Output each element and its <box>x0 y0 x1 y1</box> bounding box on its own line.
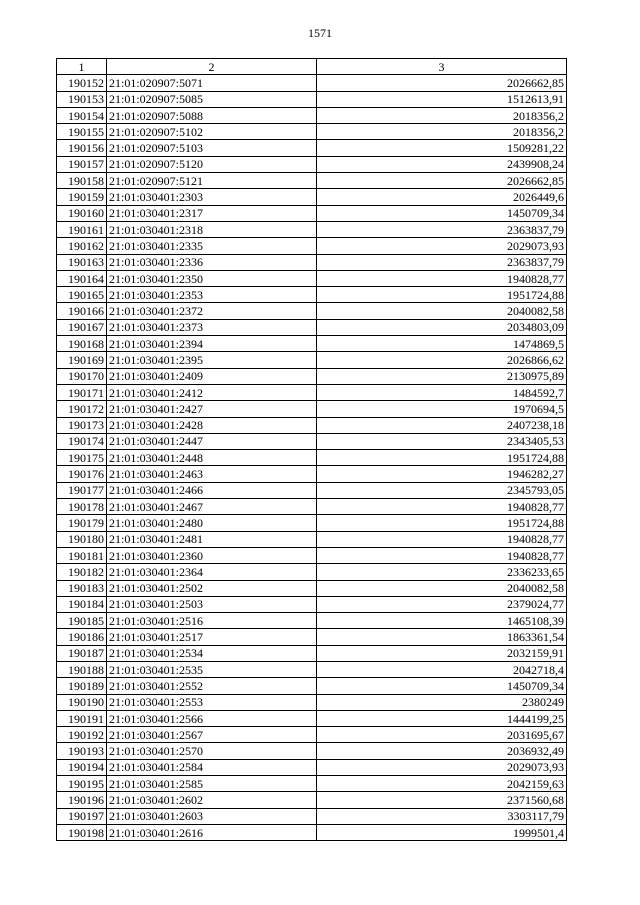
cadastral-value-cell: 2026662,85 <box>317 75 567 91</box>
table-row <box>57 743 567 759</box>
page-number: 1571 <box>308 26 332 40</box>
cadastral-value-cell: 2031695,67 <box>317 727 567 743</box>
cadastral-value-cell: 2130975,89 <box>317 368 567 384</box>
cadastral-value-cell: 2032159,91 <box>317 645 567 661</box>
cadastral-number-cell: 21:01:020907:5121 <box>107 173 317 189</box>
cadastral-value-cell: 2336233,65 <box>317 564 567 580</box>
table-row <box>57 417 567 433</box>
row-number-cell: 190160 <box>57 205 107 221</box>
row-number-cell: 190158 <box>57 173 107 189</box>
row-number-cell: 190168 <box>57 336 107 352</box>
row-number-cell: 190181 <box>57 547 107 563</box>
table-row <box>57 91 567 107</box>
row-number-cell: 190187 <box>57 645 107 661</box>
table-row <box>57 824 567 840</box>
row-number-cell: 190177 <box>57 482 107 498</box>
cadastral-number-cell: 21:01:030401:2552 <box>107 678 317 694</box>
table-row <box>57 661 567 677</box>
cadastral-value-cell: 1940828,77 <box>317 499 567 515</box>
cadastral-value-cell: 1450709,34 <box>317 205 567 221</box>
table-row <box>57 808 567 824</box>
table-row <box>57 401 567 417</box>
column-header-2: 2 <box>107 59 317 75</box>
cadastral-value-cell: 2036932,49 <box>317 743 567 759</box>
table-row <box>57 140 567 156</box>
cadastral-number-cell: 21:01:020907:5120 <box>107 156 317 172</box>
row-number-cell: 190162 <box>57 238 107 254</box>
cadastral-number-cell: 21:01:030401:2360 <box>107 547 317 563</box>
cadastral-value-cell: 2379024,77 <box>317 596 567 612</box>
cadastral-value-cell: 1450709,34 <box>317 678 567 694</box>
cadastral-value-cell: 1940828,77 <box>317 270 567 286</box>
table-row <box>57 596 567 612</box>
table-row <box>57 173 567 189</box>
cadastral-number-cell: 21:01:030401:2395 <box>107 352 317 368</box>
table-row <box>57 319 567 335</box>
table-row <box>57 75 567 91</box>
cadastral-value-cell: 1444199,25 <box>317 710 567 726</box>
cadastral-number-cell: 21:01:030401:2427 <box>107 401 317 417</box>
table-row <box>57 368 567 384</box>
table-row <box>57 547 567 563</box>
cadastral-value-cell: 1946282,27 <box>317 466 567 482</box>
cadastral-value-cell: 2343405,53 <box>317 433 567 449</box>
table-row <box>57 629 567 645</box>
table-row <box>57 221 567 237</box>
cadastral-number-cell: 21:01:030401:2502 <box>107 580 317 596</box>
cadastral-value-cell: 2018356,2 <box>317 124 567 140</box>
row-number-cell: 190179 <box>57 515 107 531</box>
cadastral-value-cell: 1940828,77 <box>317 547 567 563</box>
table-row <box>57 482 567 498</box>
table-row <box>57 352 567 368</box>
cadastral-number-cell: 21:01:030401:2448 <box>107 450 317 466</box>
row-number-cell: 190198 <box>57 824 107 840</box>
row-number-cell: 190183 <box>57 580 107 596</box>
cadastral-number-cell: 21:01:030401:2535 <box>107 661 317 677</box>
table-row <box>57 450 567 466</box>
cadastral-number-cell: 21:01:030401:2336 <box>107 254 317 270</box>
cadastral-number-cell: 21:01:020907:5085 <box>107 91 317 107</box>
cadastral-number-cell: 21:01:030401:2467 <box>107 499 317 515</box>
cadastral-number-cell: 21:01:030401:2503 <box>107 596 317 612</box>
table-row <box>57 124 567 140</box>
table-row <box>57 613 567 629</box>
cadastral-value-cell: 2026449,6 <box>317 189 567 205</box>
row-number-cell: 190180 <box>57 531 107 547</box>
cadastral-number-cell: 21:01:020907:5071 <box>107 75 317 91</box>
cadastral-value-cell: 3303117,79 <box>317 808 567 824</box>
cadastral-value-cell: 2380249 <box>317 694 567 710</box>
table-row <box>57 270 567 286</box>
cadastral-number-cell: 21:01:030401:2570 <box>107 743 317 759</box>
row-number-cell: 190169 <box>57 352 107 368</box>
cadastral-value-cell: 2439908,24 <box>317 156 567 172</box>
table-row <box>57 336 567 352</box>
cadastral-number-cell: 21:01:030401:2364 <box>107 564 317 580</box>
row-number-cell: 190185 <box>57 613 107 629</box>
table-row <box>57 792 567 808</box>
row-number-cell: 190194 <box>57 759 107 775</box>
header-row <box>57 59 567 75</box>
cadastral-number-cell: 21:01:030401:2517 <box>107 629 317 645</box>
table-row <box>57 694 567 710</box>
cadastral-value-cell: 2018356,2 <box>317 107 567 123</box>
table-row <box>57 205 567 221</box>
row-number-cell: 190182 <box>57 564 107 580</box>
cadastral-value-cell: 2363837,79 <box>317 221 567 237</box>
cadastral-value-cell: 2040082,58 <box>317 580 567 596</box>
row-number-cell: 190157 <box>57 156 107 172</box>
row-number-cell: 190154 <box>57 107 107 123</box>
cadastral-number-cell: 21:01:030401:2303 <box>107 189 317 205</box>
cadastral-number-cell: 21:01:030401:2372 <box>107 303 317 319</box>
cadastral-number-cell: 21:01:030401:2394 <box>107 336 317 352</box>
row-number-cell: 190188 <box>57 661 107 677</box>
cadastral-number-cell: 21:01:030401:2428 <box>107 417 317 433</box>
row-number-cell: 190153 <box>57 91 107 107</box>
table-row <box>57 499 567 515</box>
table-row <box>57 564 567 580</box>
row-number-cell: 190176 <box>57 466 107 482</box>
table-body <box>57 75 567 841</box>
cadastral-number-cell: 21:01:030401:2585 <box>107 776 317 792</box>
cadastral-value-cell: 2029073,93 <box>317 759 567 775</box>
column-header-1: 1 <box>57 59 107 75</box>
cadastral-value-cell: 2029073,93 <box>317 238 567 254</box>
cadastral-number-cell: 21:01:030401:2603 <box>107 808 317 824</box>
row-number-cell: 190152 <box>57 75 107 91</box>
row-number-cell: 190166 <box>57 303 107 319</box>
cadastral-value-cell: 1474869,5 <box>317 336 567 352</box>
row-number-cell: 190155 <box>57 124 107 140</box>
row-number-cell: 190172 <box>57 401 107 417</box>
row-number-cell: 190191 <box>57 710 107 726</box>
row-number-cell: 190189 <box>57 678 107 694</box>
cadastral-number-cell: 21:01:030401:2567 <box>107 727 317 743</box>
cadastral-value-cell: 1951724,88 <box>317 287 567 303</box>
row-number-cell: 190173 <box>57 417 107 433</box>
cadastral-number-cell: 21:01:030401:2466 <box>107 482 317 498</box>
cadastral-number-cell: 21:01:030401:2602 <box>107 792 317 808</box>
cadastral-number-cell: 21:01:030401:2353 <box>107 287 317 303</box>
row-number-cell: 190165 <box>57 287 107 303</box>
table-row <box>57 107 567 123</box>
row-number-cell: 190167 <box>57 319 107 335</box>
cadastral-number-cell: 21:01:030401:2481 <box>107 531 317 547</box>
cadastral-number-cell: 21:01:030401:2566 <box>107 710 317 726</box>
row-number-cell: 190161 <box>57 221 107 237</box>
row-number-cell: 190171 <box>57 384 107 400</box>
cadastral-number-cell: 21:01:020907:5102 <box>107 124 317 140</box>
cadastral-number-cell: 21:01:030401:2412 <box>107 384 317 400</box>
cadastral-value-cell: 2345793,05 <box>317 482 567 498</box>
row-number-cell: 190196 <box>57 792 107 808</box>
cadastral-value-cell: 1999501,4 <box>317 824 567 840</box>
table-header <box>57 59 567 75</box>
row-number-cell: 190159 <box>57 189 107 205</box>
cadastral-number-cell: 21:01:030401:2516 <box>107 613 317 629</box>
table-row <box>57 645 567 661</box>
table-row <box>57 776 567 792</box>
cadastral-value-cell: 1863361,54 <box>317 629 567 645</box>
cadastral-value-cell: 2026662,85 <box>317 173 567 189</box>
cadastral-value-cell: 2407238,18 <box>317 417 567 433</box>
table-row <box>57 156 567 172</box>
table-row <box>57 727 567 743</box>
cadastral-number-cell: 21:01:030401:2534 <box>107 645 317 661</box>
table-row <box>57 710 567 726</box>
table-row <box>57 580 567 596</box>
row-number-cell: 190193 <box>57 743 107 759</box>
table-row <box>57 433 567 449</box>
cadastral-value-cell: 2026866,62 <box>317 352 567 368</box>
table-row <box>57 189 567 205</box>
cadastral-value-cell: 2042718,4 <box>317 661 567 677</box>
cadastral-value-cell: 2363837,79 <box>317 254 567 270</box>
row-number-cell: 190170 <box>57 368 107 384</box>
cadastral-number-cell: 21:01:030401:2318 <box>107 221 317 237</box>
cadastral-value-cell: 1970694,5 <box>317 401 567 417</box>
table-row <box>57 287 567 303</box>
cadastral-value-cell: 1509281,22 <box>317 140 567 156</box>
row-number-cell: 190186 <box>57 629 107 645</box>
row-number-cell: 190184 <box>57 596 107 612</box>
row-number-cell: 190195 <box>57 776 107 792</box>
column-header-3: 3 <box>317 59 567 75</box>
cadastral-number-cell: 21:01:030401:2584 <box>107 759 317 775</box>
cadastral-value-cell: 1951724,88 <box>317 515 567 531</box>
cadastral-value-cell: 1465108,39 <box>317 613 567 629</box>
table-row <box>57 466 567 482</box>
row-number-cell: 190175 <box>57 450 107 466</box>
cadastral-value-cell: 1951724,88 <box>317 450 567 466</box>
table-row <box>57 759 567 775</box>
row-number-cell: 190164 <box>57 270 107 286</box>
cadastral-value-cell: 1940828,77 <box>317 531 567 547</box>
cadastral-number-cell: 21:01:030401:2447 <box>107 433 317 449</box>
row-number-cell: 190192 <box>57 727 107 743</box>
cadastral-value-cell: 1484592,7 <box>317 384 567 400</box>
cadastral-value-cell: 2371560,68 <box>317 792 567 808</box>
cadastral-value-cell: 1512613,91 <box>317 91 567 107</box>
cadastral-number-cell: 21:01:030401:2373 <box>107 319 317 335</box>
cadastral-value-cell: 2042159,63 <box>317 776 567 792</box>
table-row <box>57 254 567 270</box>
cadastral-value-cell: 2034803,09 <box>317 319 567 335</box>
cadastral-number-cell: 21:01:020907:5088 <box>107 107 317 123</box>
cadastral-number-cell: 21:01:030401:2616 <box>107 824 317 840</box>
row-number-cell: 190163 <box>57 254 107 270</box>
row-number-cell: 190197 <box>57 808 107 824</box>
table-row <box>57 531 567 547</box>
cadastral-value-table <box>56 58 567 841</box>
table-row <box>57 238 567 254</box>
row-number-cell: 190156 <box>57 140 107 156</box>
cadastral-number-cell: 21:01:030401:2480 <box>107 515 317 531</box>
cadastral-value-cell: 2040082,58 <box>317 303 567 319</box>
cadastral-number-cell: 21:01:030401:2317 <box>107 205 317 221</box>
table-row <box>57 678 567 694</box>
table-row <box>57 303 567 319</box>
cadastral-number-cell: 21:01:020907:5103 <box>107 140 317 156</box>
row-number-cell: 190190 <box>57 694 107 710</box>
table-row <box>57 515 567 531</box>
cadastral-number-cell: 21:01:030401:2463 <box>107 466 317 482</box>
cadastral-number-cell: 21:01:030401:2350 <box>107 270 317 286</box>
cadastral-number-cell: 21:01:030401:2553 <box>107 694 317 710</box>
cadastral-number-cell: 21:01:030401:2335 <box>107 238 317 254</box>
cadastral-number-cell: 21:01:030401:2409 <box>107 368 317 384</box>
table-row <box>57 384 567 400</box>
row-number-cell: 190174 <box>57 433 107 449</box>
row-number-cell: 190178 <box>57 499 107 515</box>
